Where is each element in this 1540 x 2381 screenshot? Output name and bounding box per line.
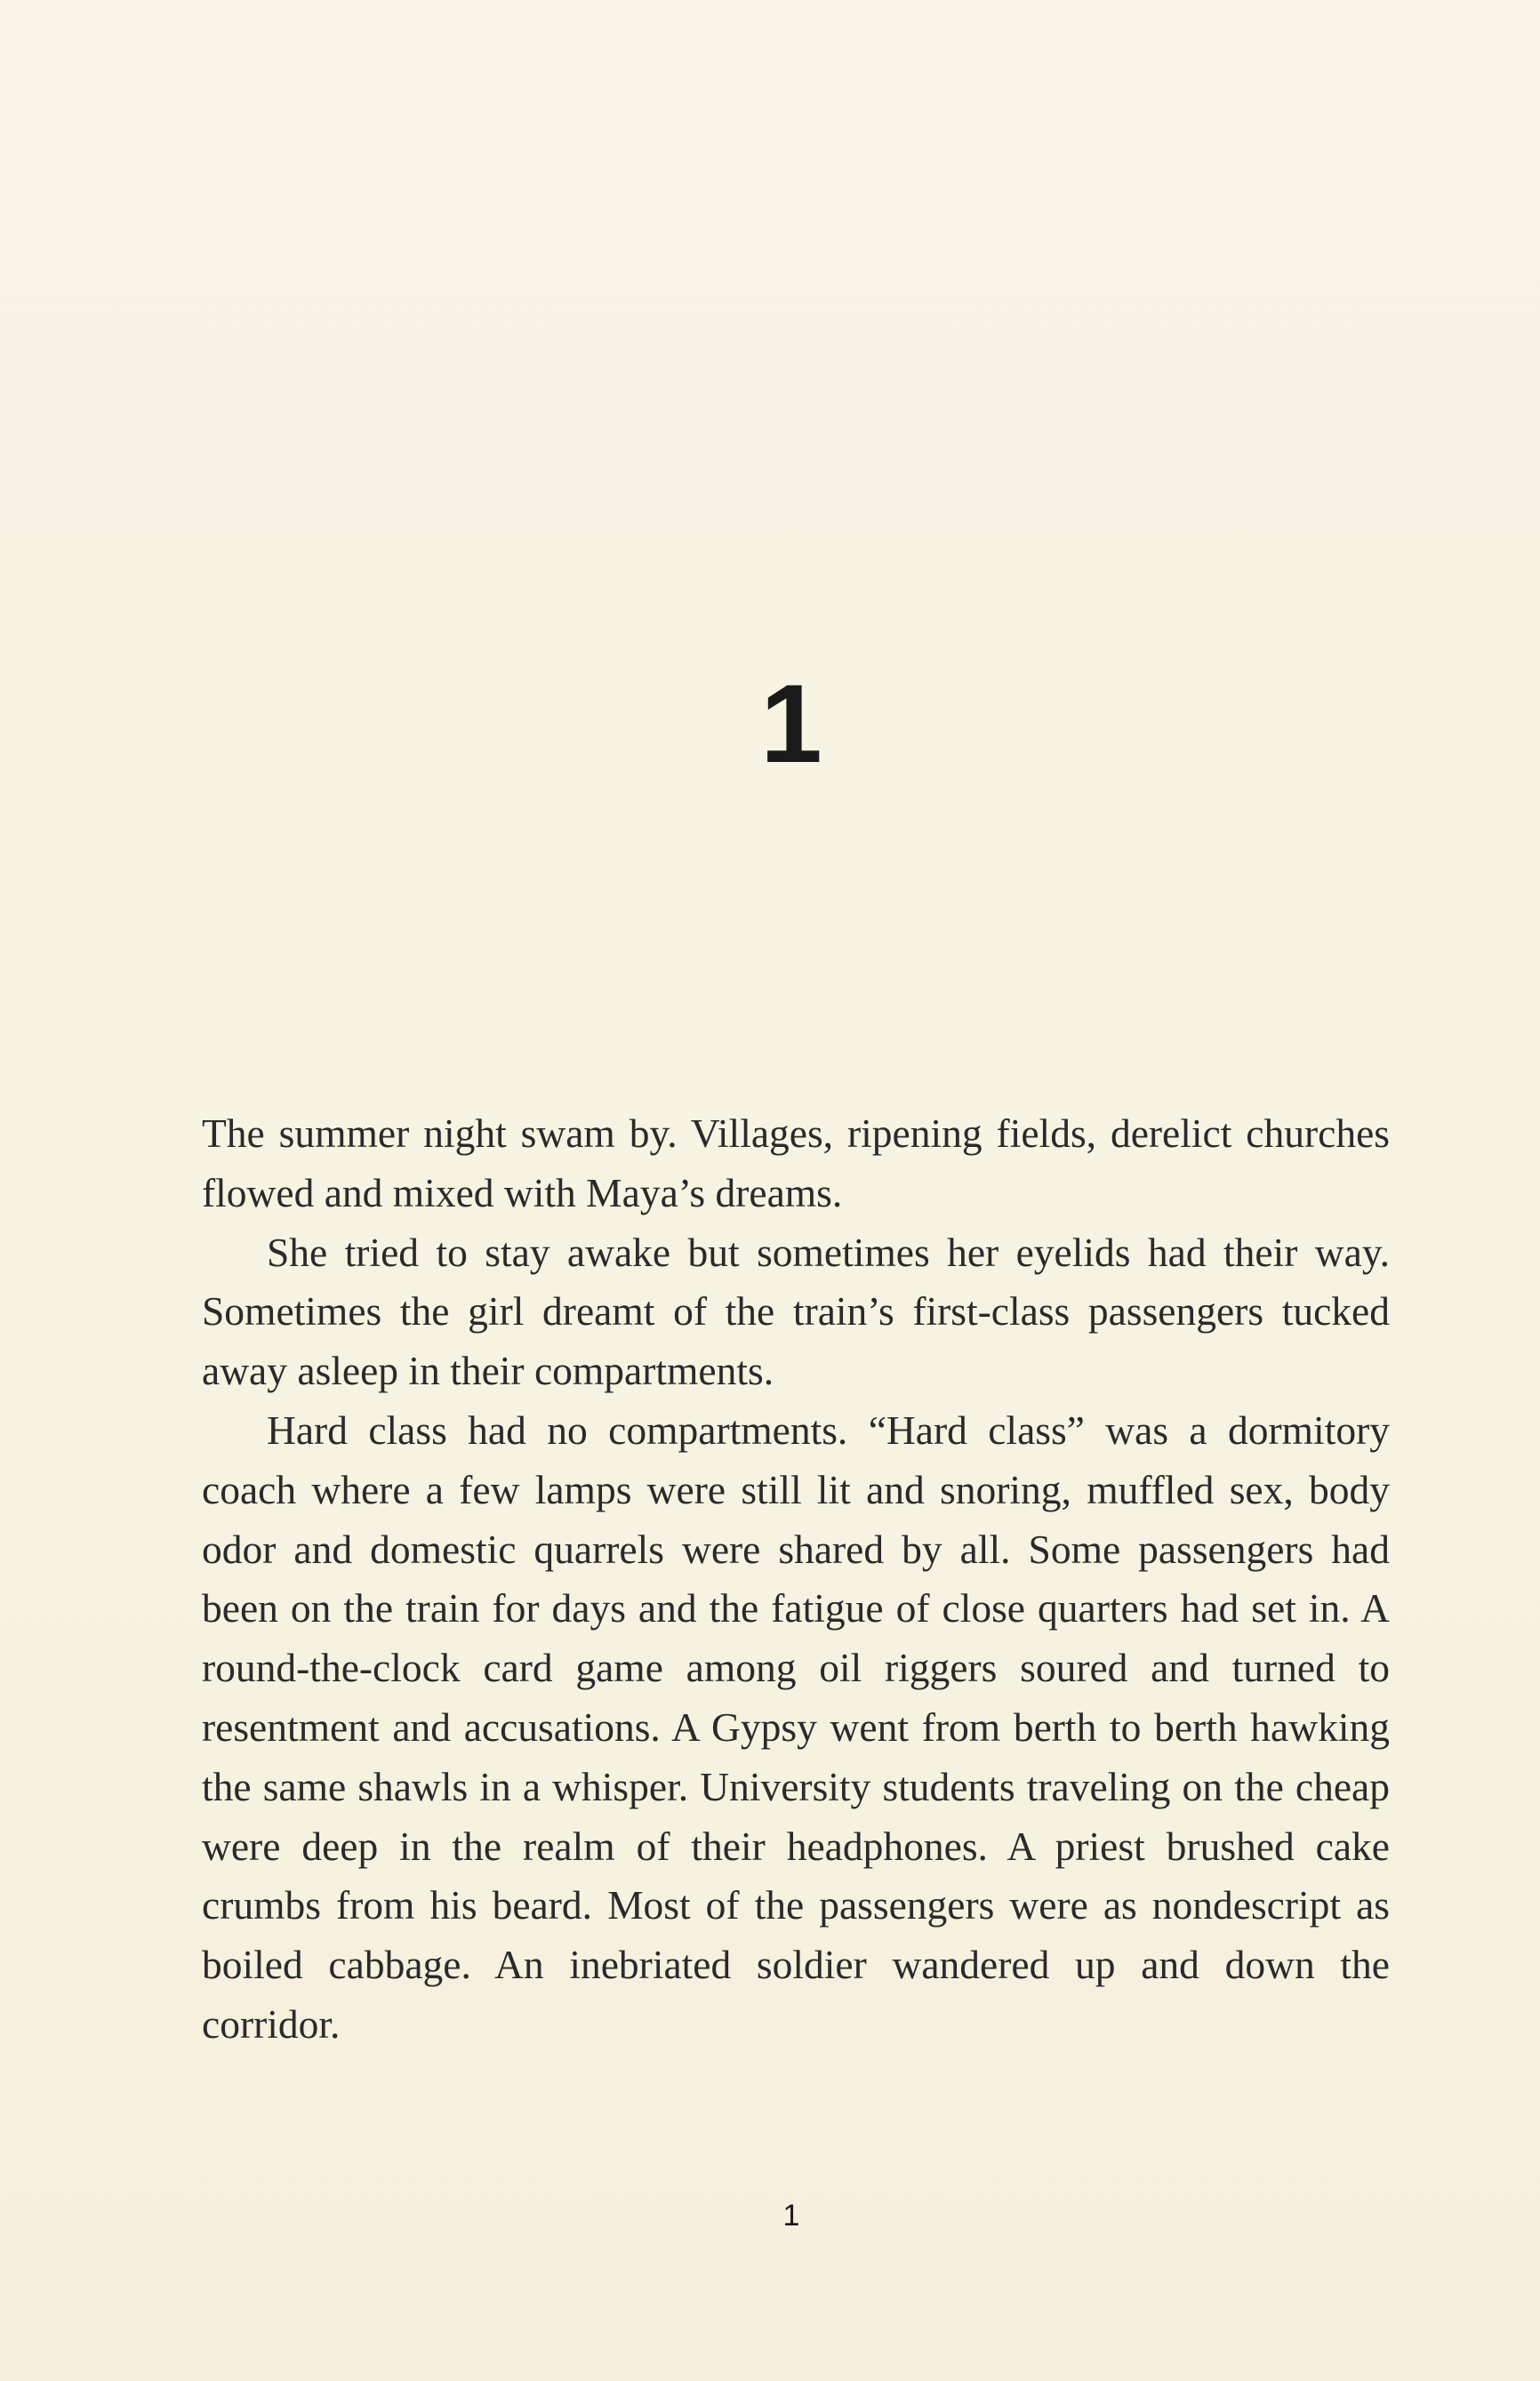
chapter-body: [202, 1104, 1390, 2055]
chapter-number: 1: [760, 662, 822, 786]
page-number: 1: [782, 2199, 800, 2233]
paragraph: She tried to stay awake but sometimes her eyelids had their way. Sometimes the girl dreamt of the train’s first-class passengers tucked away asleep in their compartments.: [202, 1229, 1390, 1394]
paragraph: The summer night swam by. Villages, ripening fields, derelict churches flowed and mixed with Maya’s dreams.: [202, 1110, 1390, 1215]
paragraph: Hard class had no compartments. “Hard class” was a dormitory coach where a few lamps were still lit and snoring, muffled sex, body odor and domestic quarrels were shared by all. Some passengers had been on the train for days and the fatigue of close quarters had set in. A round-the-clock card game among oil riggers soured and turned to resentment and accusations. A Gypsy went from berth to berth hawking the same shawls in a whisper. University students traveling on the cheap were deep in the realm of their headphones. A priest brushed cake crumbs from his beard. Most of the passengers were as nondescript as boiled cabbage. An inebriated soldier wandered up and down the corridor.: [202, 1407, 1390, 2047]
